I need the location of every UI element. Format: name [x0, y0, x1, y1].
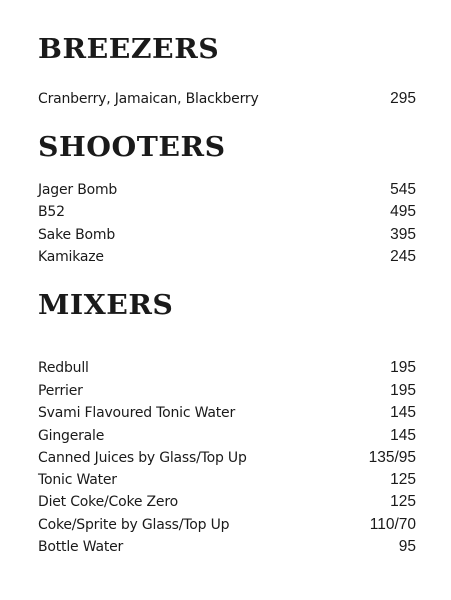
menu-item	[38, 357, 416, 379]
item-price: 245	[390, 248, 416, 266]
item-name: Coke/Sprite by Glass/Top Up	[38, 517, 230, 533]
item-name: B52	[38, 204, 65, 220]
menu-item	[38, 447, 416, 469]
menu-item	[38, 201, 416, 223]
menu-item	[38, 536, 416, 558]
item-price: 145	[390, 427, 416, 445]
item-price: 125	[390, 493, 416, 511]
menu-item	[38, 246, 416, 268]
menu-item	[38, 179, 416, 201]
item-name: Jager Bomb	[38, 182, 118, 198]
menu-item	[38, 224, 416, 246]
item-name: Kamikaze	[38, 249, 104, 265]
item-name: Diet Coke/Coke Zero	[38, 494, 178, 510]
item-price: 110/70	[369, 516, 416, 534]
menu-item	[38, 491, 416, 513]
section-title-breezers: BREEZERS	[38, 34, 220, 65]
item-price: 125	[390, 471, 416, 489]
item-name: Perrier	[38, 383, 83, 399]
item-price: 395	[390, 226, 416, 244]
item-name: Canned Juices by Glass/Top Up	[38, 450, 247, 466]
item-name: Gingerale	[38, 428, 105, 444]
item-price: 195	[390, 382, 416, 400]
item-name: Cranberry, Jamaican, Blackberry	[38, 91, 259, 107]
item-name: Sake Bomb	[38, 227, 116, 243]
section-title-mixers: MIXERS	[38, 290, 174, 321]
item-name: Redbull	[38, 360, 89, 376]
item-price: 195	[390, 359, 416, 377]
section-title-shooters: SHOOTERS	[38, 132, 226, 163]
menu-item	[38, 88, 416, 110]
item-name: Tonic Water	[38, 472, 117, 488]
item-price: 295	[390, 90, 416, 108]
menu-item	[38, 402, 416, 424]
menu-item	[38, 380, 416, 402]
item-price: 495	[390, 203, 416, 221]
menu-item	[38, 469, 416, 491]
menu-item	[38, 425, 416, 447]
item-price: 545	[390, 181, 416, 199]
item-price: 95	[398, 538, 416, 556]
item-name: Bottle Water	[38, 539, 124, 555]
item-price: 145	[390, 404, 416, 422]
item-name: Svami Flavoured Tonic Water	[38, 405, 236, 421]
menu-item	[38, 514, 416, 536]
item-price: 135/95	[368, 449, 416, 467]
